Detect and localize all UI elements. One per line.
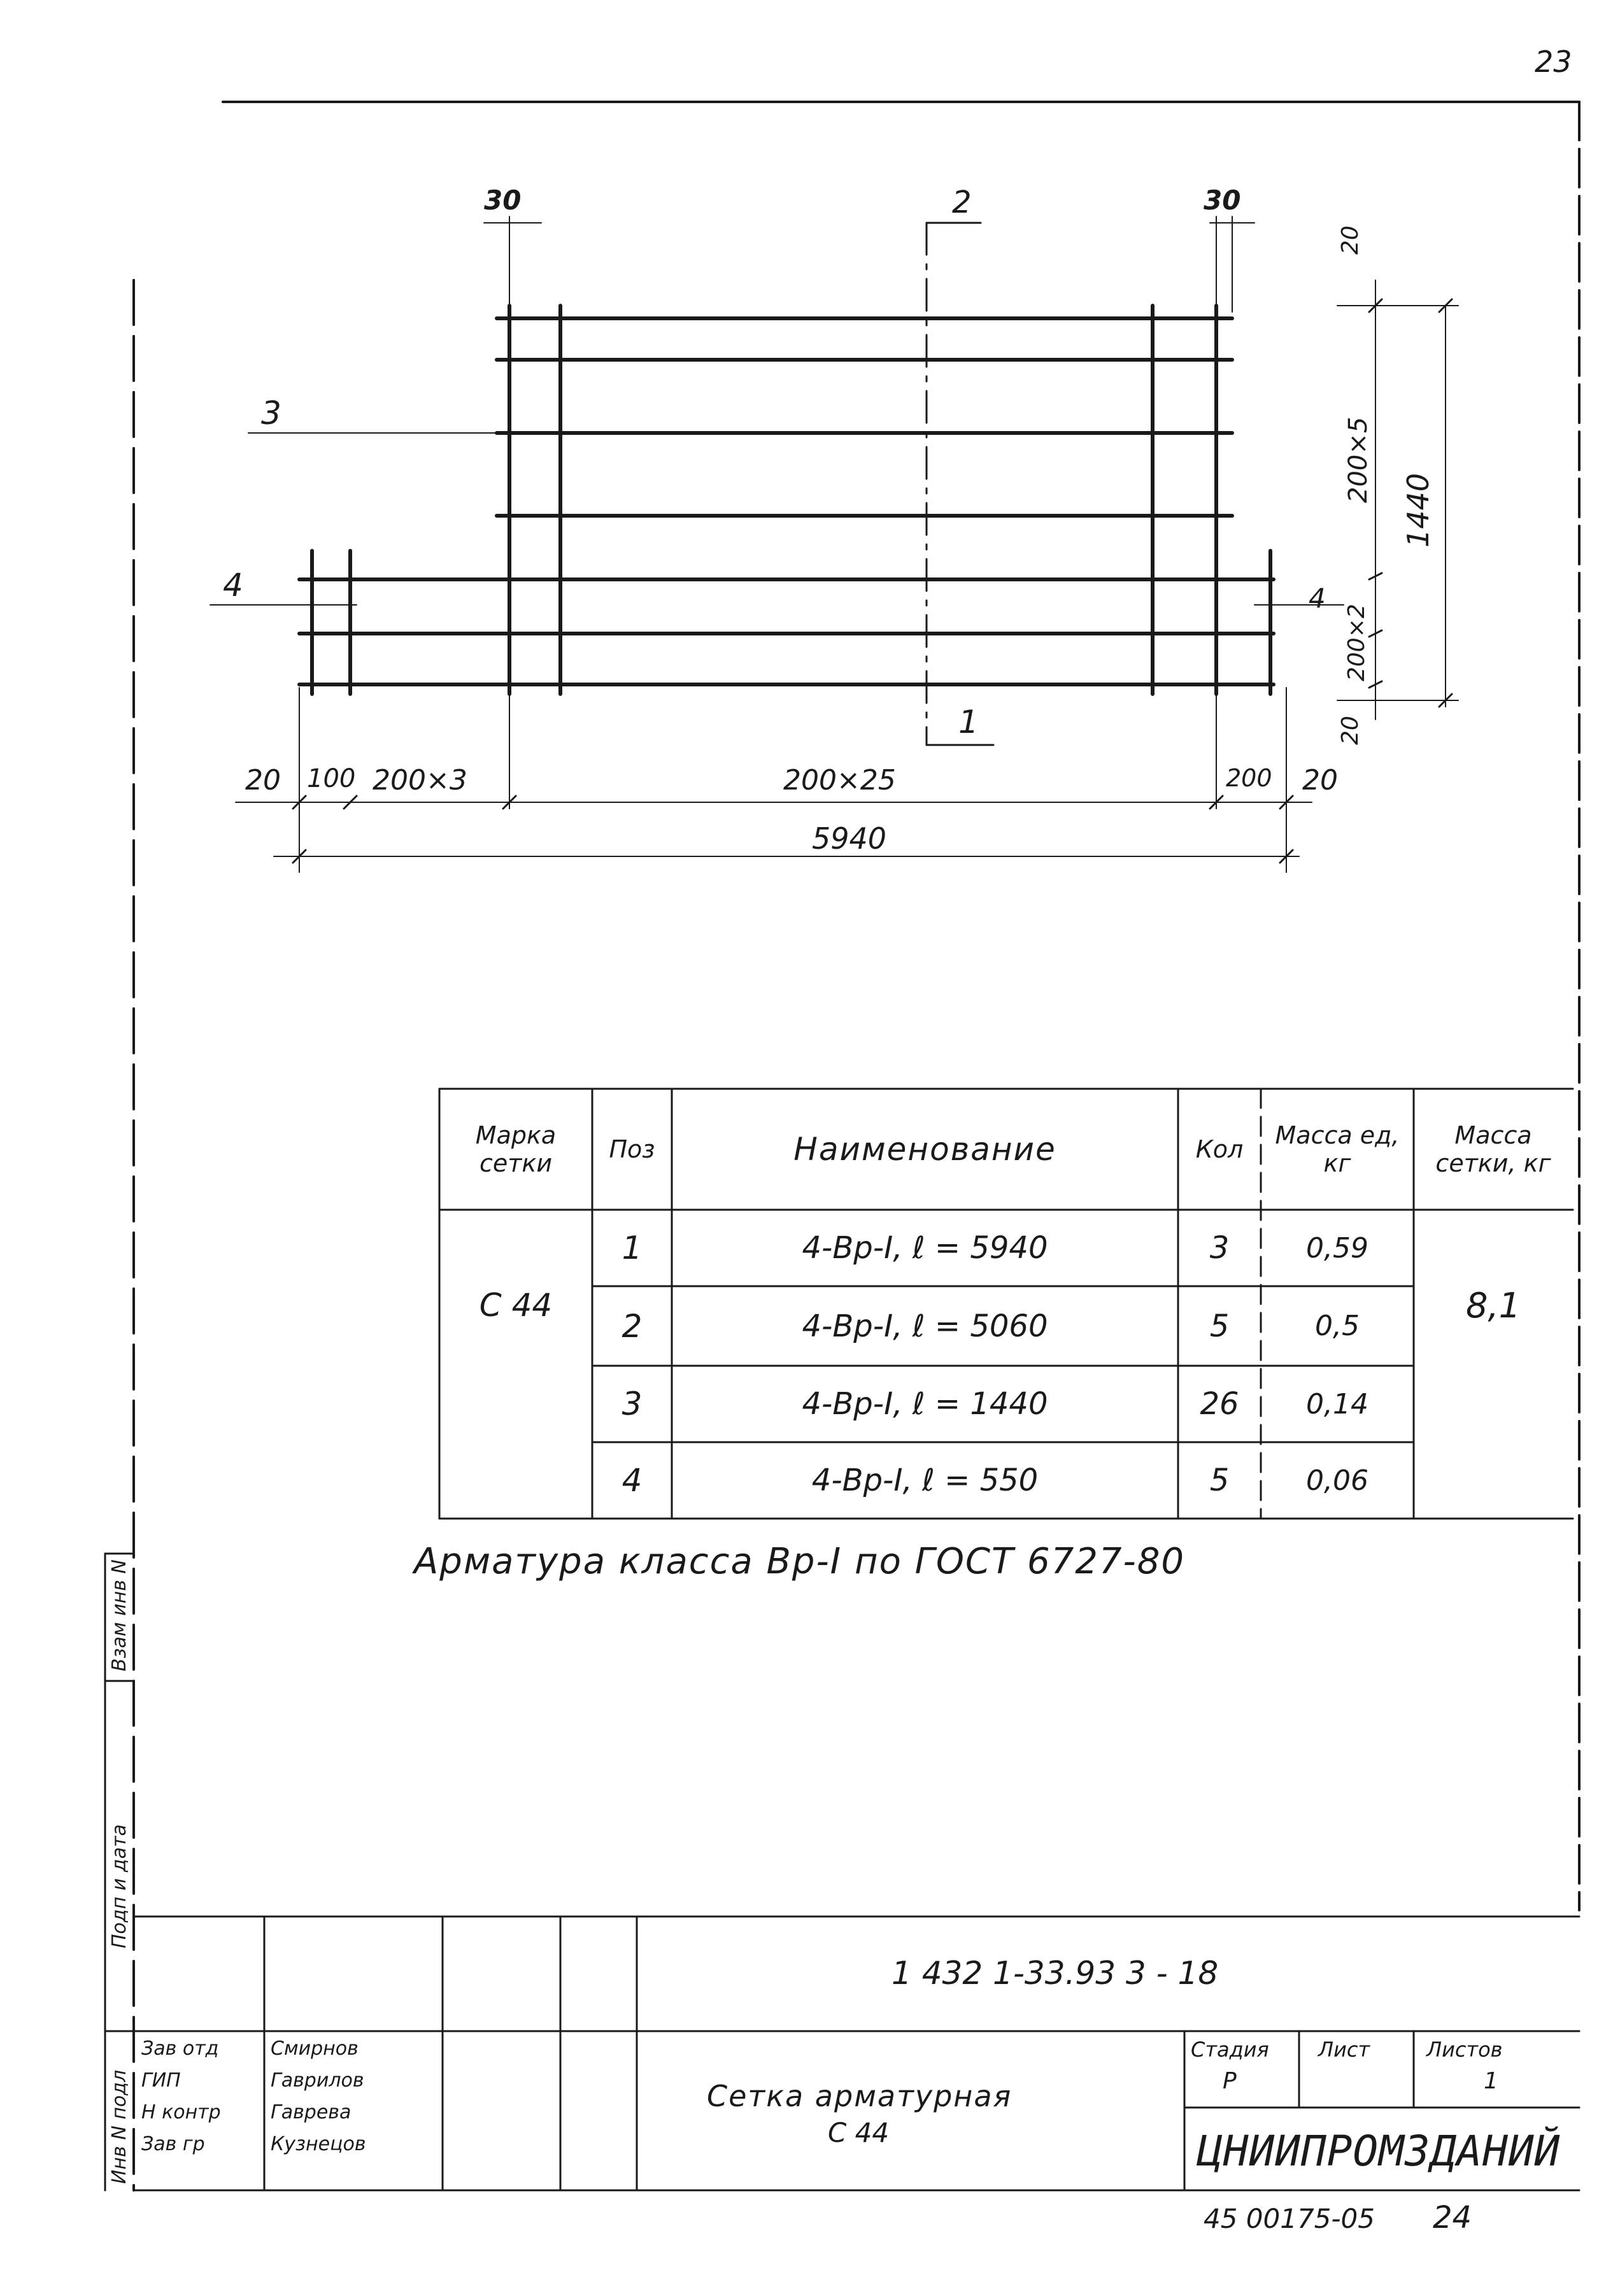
top-dim-leaders bbox=[484, 216, 1254, 312]
row-pos: 4 bbox=[622, 1462, 643, 1499]
stamp-sign-date: Подп и дата bbox=[108, 1824, 131, 1948]
row-pos: 3 bbox=[622, 1385, 643, 1422]
dim-bottom-200: 200 bbox=[1226, 764, 1272, 792]
pos-label-1: 1 bbox=[958, 704, 979, 741]
sheet-label: Лист bbox=[1318, 2037, 1370, 2062]
header-qty: Кол bbox=[1195, 1135, 1244, 1163]
dim-right-20-bottom: 20 bbox=[1337, 716, 1363, 745]
role-label: Зав гр bbox=[141, 2133, 205, 2155]
sheets-value: 1 bbox=[1484, 2068, 1498, 2094]
row-name: 4-Bp-I, ℓ = 550 bbox=[811, 1463, 1039, 1498]
dim-bottom-100: 100 bbox=[307, 764, 356, 793]
header-mesh-mass: Масса сетки, кг bbox=[1435, 1121, 1551, 1177]
header-name: Наименование bbox=[793, 1131, 1056, 1168]
signer-name: Кузнецов bbox=[271, 2133, 366, 2155]
pos-label-4-right: 4 bbox=[1309, 583, 1326, 614]
sheets-label: Листов bbox=[1426, 2037, 1503, 2062]
role-label: ГИП bbox=[141, 2069, 181, 2092]
spec-table bbox=[439, 1089, 1573, 1522]
row-name: 4-Bp-I, ℓ = 5940 bbox=[802, 1230, 1048, 1266]
row-name: 4-Bp-I, ℓ = 1440 bbox=[802, 1386, 1048, 1422]
row-unit-mass: 0,06 bbox=[1306, 1464, 1368, 1497]
row-pos: 1 bbox=[622, 1229, 643, 1266]
dim-bottom-200x3: 200×3 bbox=[373, 764, 467, 797]
stamp-replace-inv: Взам инв N bbox=[108, 1559, 131, 1671]
transverse-bars bbox=[312, 306, 1270, 694]
mesh-mark: С 44 bbox=[479, 1287, 553, 1324]
row-qty: 5 bbox=[1209, 1463, 1230, 1498]
document-code: 1 432 1-33.93 3 - 18 bbox=[892, 1955, 1219, 1992]
row-name: 4-Bp-I, ℓ = 5060 bbox=[802, 1308, 1048, 1344]
bottom-page-number: 24 bbox=[1433, 2200, 1472, 2236]
drawing-title-mark: С 44 bbox=[828, 2117, 890, 2148]
role-label: Н контр bbox=[141, 2101, 221, 2123]
longitudinal-bars bbox=[299, 318, 1274, 684]
row-unit-mass: 0,5 bbox=[1315, 1310, 1360, 1342]
pos-label-4-left: 4 bbox=[223, 567, 243, 604]
reinforcement-note: Арматура класса Bp-I по ГОСТ 6727-80 bbox=[414, 1541, 1186, 1582]
dim-right-200x2: 200×2 bbox=[1344, 604, 1370, 681]
row-qty: 3 bbox=[1209, 1230, 1230, 1266]
header-mark: Марка сетки bbox=[475, 1121, 557, 1177]
row-qty: 26 bbox=[1200, 1386, 1239, 1422]
signer-name: Смирнов bbox=[271, 2037, 359, 2060]
dim-right-20-top: 20 bbox=[1337, 225, 1363, 255]
page-number: 23 bbox=[1535, 45, 1572, 79]
stamp-inv-number: Инв N подл bbox=[108, 2069, 131, 2184]
dim-bottom-20-left: 20 bbox=[245, 764, 281, 797]
pos-label-2: 2 bbox=[952, 185, 972, 220]
dim-30-right: 30 bbox=[1204, 185, 1241, 216]
drawing-title: Сетка арматурная bbox=[707, 2079, 1012, 2113]
dim-bottom-20-right: 20 bbox=[1302, 764, 1338, 797]
stage-value: Р bbox=[1223, 2068, 1237, 2094]
row-unit-mass: 0,59 bbox=[1306, 1231, 1368, 1265]
stage-label: Стадия bbox=[1191, 2037, 1269, 2062]
header-unit-mass: Масса ед, кг bbox=[1275, 1121, 1400, 1177]
dim-right-1440: 1440 bbox=[1401, 472, 1435, 548]
signer-name: Гаврева bbox=[271, 2101, 352, 2123]
header-pos: Поз bbox=[609, 1135, 655, 1163]
dim-30-left: 30 bbox=[484, 185, 522, 216]
role-label: Зав отд bbox=[141, 2037, 219, 2060]
dim-overall-5940: 5940 bbox=[812, 821, 887, 856]
dim-bottom-200x25: 200×25 bbox=[783, 764, 896, 797]
row-qty: 5 bbox=[1209, 1308, 1230, 1344]
pos-label-3: 3 bbox=[261, 395, 281, 432]
section-line bbox=[927, 223, 993, 745]
bottom-code: 45 00175-05 bbox=[1204, 2203, 1375, 2234]
organization-name: ЦНИИПРОМЗДАНИЙ bbox=[1197, 2127, 1561, 2176]
row-unit-mass: 0,14 bbox=[1306, 1387, 1368, 1421]
mesh-mass: 8,1 bbox=[1466, 1285, 1521, 1326]
row-pos: 2 bbox=[622, 1307, 643, 1345]
dim-right-200x5: 200×5 bbox=[1344, 416, 1373, 503]
signer-name: Гаврилов bbox=[271, 2069, 364, 2092]
